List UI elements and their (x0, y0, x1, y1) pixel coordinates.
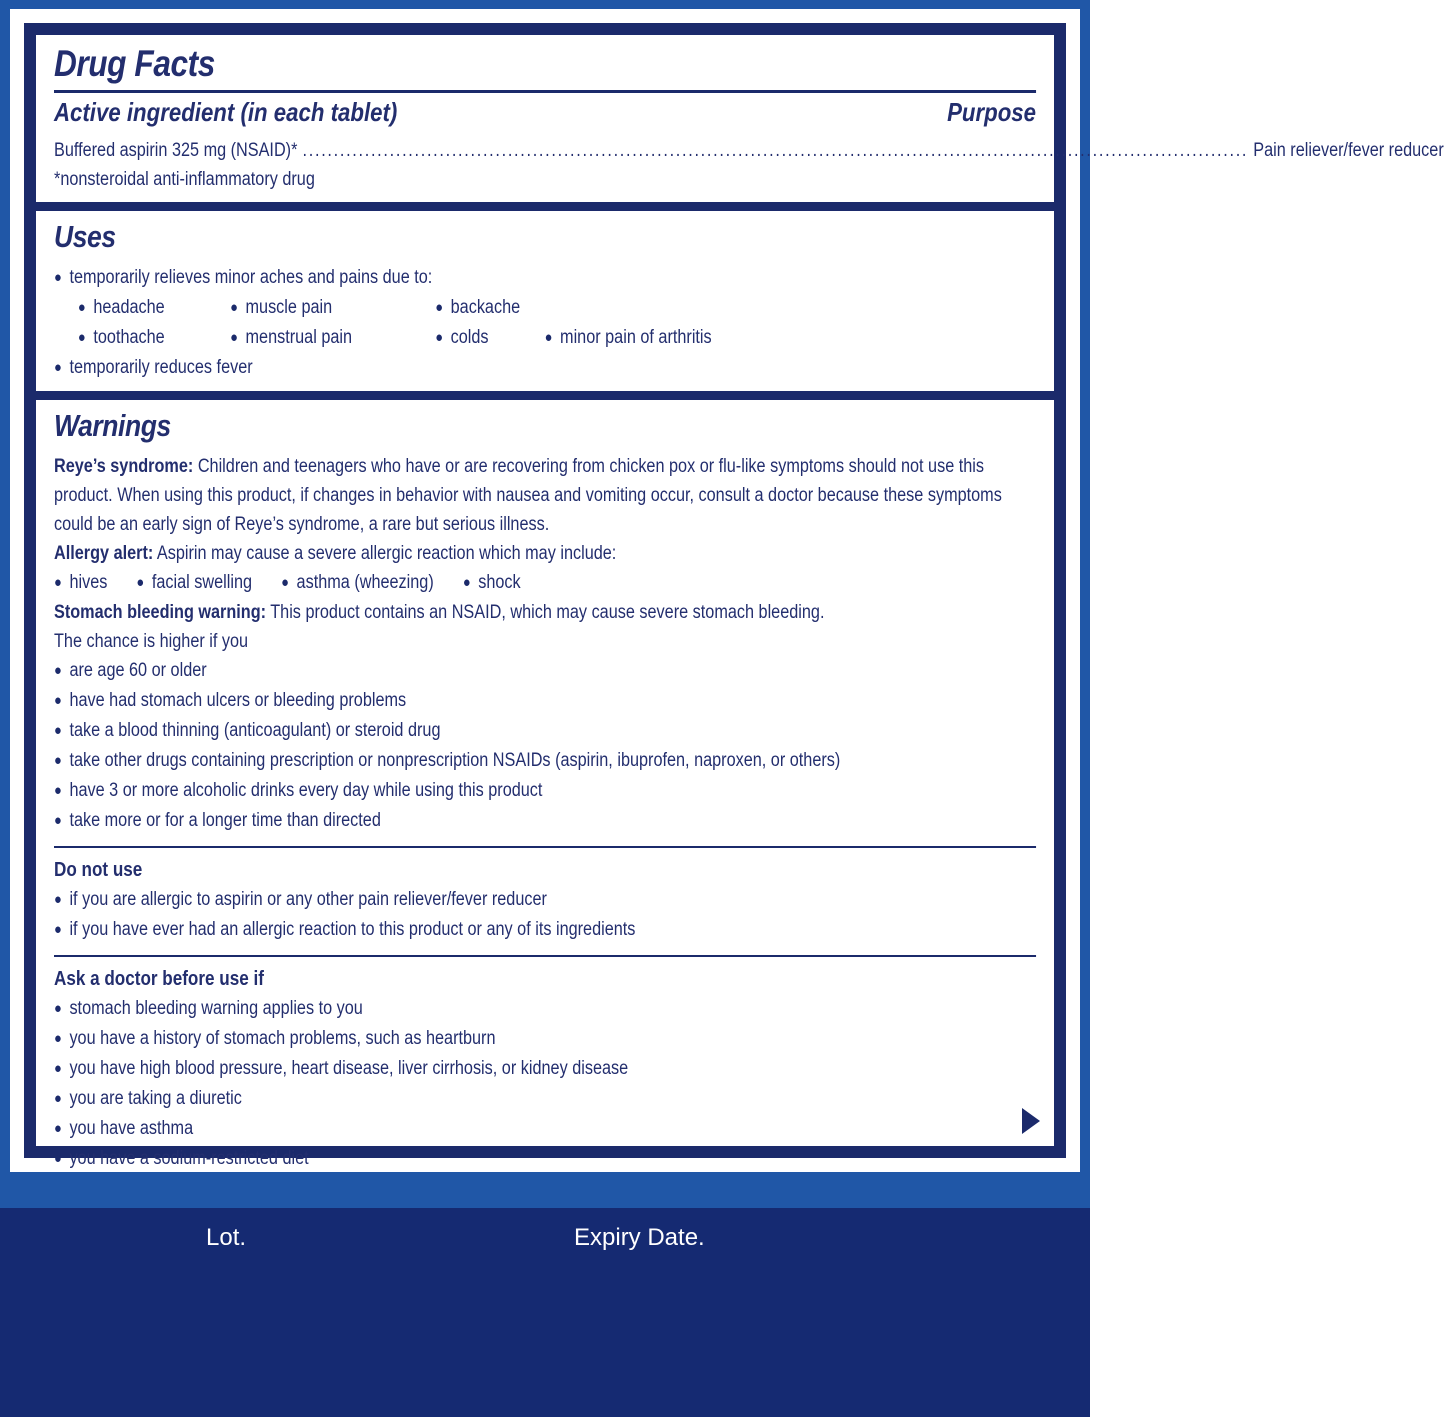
bullet-icon (54, 656, 69, 686)
continue-arrow-icon (1022, 1108, 1040, 1134)
bullet-icon (463, 568, 478, 598)
bullet-icon (54, 885, 69, 915)
bullet-icon (78, 293, 93, 323)
footer-band (0, 1208, 1090, 1417)
list-item: ● if you are allergic to aspirin or any other pain reliever/fever reducer (54, 885, 1036, 915)
list-item: ● take other drugs containing prescription or nonprescription NSAIDs (aspirin, ibuprofen, naproxen, or others) (54, 746, 1036, 776)
list-item: ● you have asthma (54, 1114, 1036, 1144)
stomach-bleeding-paragraph: Stomach bleeding warning: This product contains an NSAID, which may cause severe stomach bleeding. (54, 602, 825, 623)
list-item: ● take more or for a longer time than directed (54, 806, 1036, 836)
bullet-icon (281, 568, 296, 598)
bullet-icon (54, 716, 69, 746)
bullet-icon (54, 994, 69, 1024)
allergy-reactions-list (54, 568, 1036, 598)
list-item: ● headache (78, 293, 230, 323)
drug-facts-title: Drug Facts (54, 43, 215, 84)
uses-fever: ● temporarily reduces fever (54, 353, 1036, 383)
list-item: ● you are taking a diuretic (54, 1084, 1036, 1114)
warnings-section (36, 400, 1054, 1182)
list-item: ● backache (435, 293, 520, 323)
title-rule (54, 90, 1036, 93)
list-item: ● colds (435, 323, 544, 353)
list-item: ● facial swelling (136, 568, 252, 598)
list-item: ● shock (463, 568, 521, 598)
uses-heading: Uses (54, 219, 116, 254)
bullet-icon (78, 323, 93, 353)
warnings-heading: Warnings (54, 408, 171, 443)
bullet-icon (54, 568, 69, 598)
allergy-alert-paragraph: Allergy alert: Aspirin may cause a severe allergic reaction which may include: (54, 543, 617, 564)
bullet-icon (230, 293, 245, 323)
list-item: ● asthma (wheezing) (281, 568, 434, 598)
bullet-icon (54, 686, 69, 716)
bullet-icon (545, 323, 560, 353)
drug-facts-panel (24, 23, 1444, 1169)
list-item: ● you have a history of stomach problems, such as heartburn (54, 1024, 1036, 1054)
bullet-icon (54, 1084, 69, 1114)
ingredient-name: Buffered aspirin 325 mg (NSAID)* (54, 140, 298, 161)
list-item: ● minor pain of arthritis (545, 323, 712, 353)
list-item: ● have 3 or more alcoholic drinks every day while using this product (54, 776, 1036, 806)
bullet-icon (435, 323, 450, 353)
purpose-heading: Purpose (947, 97, 1036, 127)
list-item: ● if you have ever had an allergic reaction to this product or any of its ingredients (54, 915, 1036, 945)
list-item: ● have had stomach ulcers or bleeding problems (54, 686, 1036, 716)
bullet-icon (54, 263, 69, 293)
bullet-icon (54, 776, 69, 806)
reyes-syndrome-paragraph: Reye’s syndrome: Children and teenagers who have or are recovering from chicken pox or flu-like symptoms should not use this product. When using this product, if changes in behavior with nausea and vomiting occur, consult a doctor because these symptoms could be an early sign of Reye’s syndrome, a rare but serious illness. (54, 456, 1002, 535)
bullet-icon (54, 1024, 69, 1054)
subsection-rule (54, 955, 1036, 957)
bullet-icon (54, 1114, 69, 1144)
bullet-icon (54, 1144, 69, 1174)
bullet-icon (54, 806, 69, 836)
active-ingredient-heading: Active ingredient (in each tablet) (54, 97, 398, 127)
expiry-date-label: Expiry Date. (574, 1224, 705, 1251)
uses-conditions-row (78, 323, 1036, 353)
list-item: ● menstrual pain (230, 323, 435, 353)
list-item: ● hives (54, 568, 107, 598)
dotted-leader (303, 136, 1249, 165)
bullet-icon (54, 1054, 69, 1084)
ask-doctor-heading: Ask a doctor before use if (54, 968, 264, 990)
subsection-rule (54, 846, 1036, 848)
bullet-icon (54, 915, 69, 945)
nsaid-footnote: *nonsteroidal anti-inflammatory drug (54, 169, 315, 190)
list-item: ● take a blood thinning (anticoagulant) or steroid drug (54, 716, 1036, 746)
label-white-ring (10, 9, 1444, 1172)
bullet-icon (435, 293, 450, 323)
list-item: ● are age 60 or older (54, 656, 1036, 686)
chance-higher-line: The chance is higher if you (54, 631, 249, 652)
uses-section (36, 211, 1054, 391)
bullet-icon (230, 323, 245, 353)
uses-conditions-row (78, 293, 1036, 323)
ingredient-purpose: Pain reliever/fever reducer (1253, 140, 1444, 161)
uses-intro: ● temporarily relieves minor aches and pains due to: (54, 263, 1036, 293)
bullet-icon (54, 353, 69, 383)
lot-label: Lot. (206, 1224, 247, 1251)
bullet-icon (136, 568, 151, 598)
active-ingredient-section (36, 35, 1444, 202)
list-item: ● muscle pain (230, 293, 435, 323)
section-divider (36, 391, 1054, 400)
list-item: ● you have a sodium-restricted diet (54, 1144, 1036, 1174)
section-divider (36, 202, 1054, 211)
list-item: ● stomach bleeding warning applies to you (54, 994, 1036, 1024)
do-not-use-heading: Do not use (54, 859, 143, 881)
list-item: ● you have high blood pressure, heart disease, liver cirrhosis, or kidney disease (54, 1054, 1036, 1084)
bullet-icon (54, 746, 69, 776)
list-item: ● toothache (78, 323, 230, 353)
